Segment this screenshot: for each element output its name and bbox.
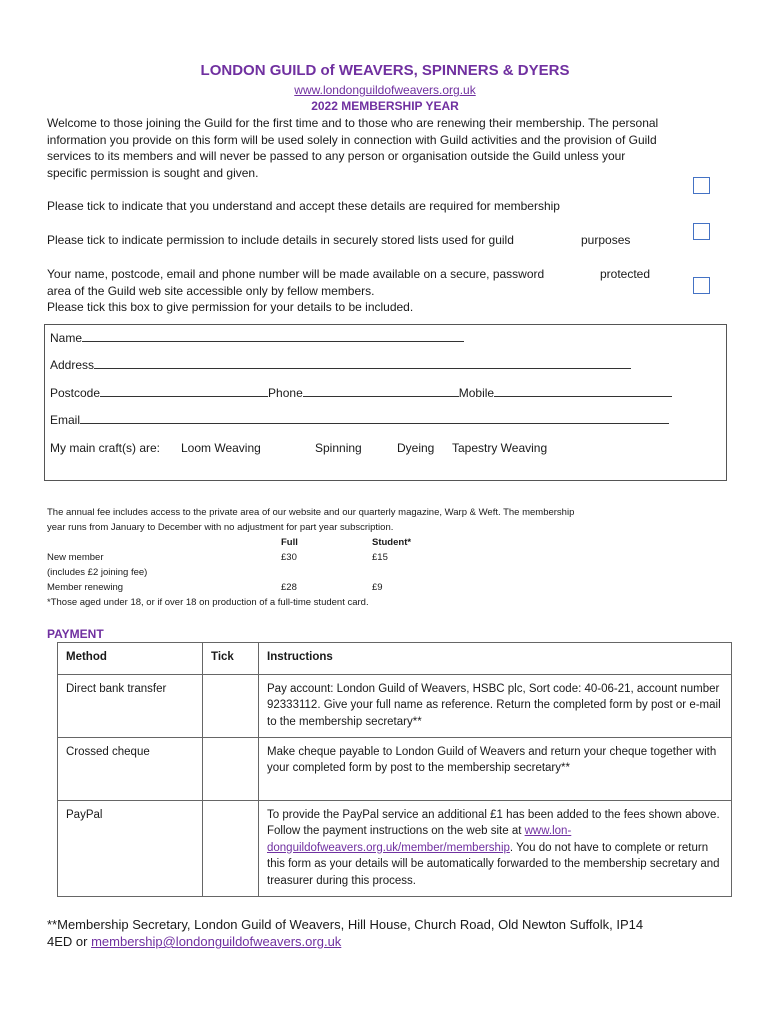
membership-year: 2022 MEMBERSHIP YEAR xyxy=(311,99,459,113)
method-paypal: PayPal xyxy=(58,800,203,896)
payment-table xyxy=(57,642,732,897)
instructions-bank: Pay account: London Guild of Weavers, HSBC plc, Sort code: 40-06-21, account number 92333112. Give your full name as reference. Return the completed form by post or e-mail to the membership secretary** xyxy=(259,674,732,737)
phone-label: Phone xyxy=(268,386,303,400)
postcode-field[interactable] xyxy=(100,386,268,397)
fee-footnote: *Those aged under 18, or if over 18 on production of a full-time student card. xyxy=(47,597,369,608)
header-method: Method xyxy=(58,643,203,675)
fee-new-full: £30 xyxy=(281,552,297,563)
fee-renew-student: £9 xyxy=(372,582,383,593)
membership-email-link[interactable]: membership@londonguildofweavers.org.uk xyxy=(91,934,342,949)
permission-text-end: purposes xyxy=(581,233,631,247)
share-details-text-end: protected xyxy=(600,267,651,281)
fee-col-full: Full xyxy=(281,537,298,548)
share-details-text: Your name, postcode, email and phone number will be made available on a secure, password area of the Guild web site accessible only by fellow members. Please tick this box to give permission for your details to be included. xyxy=(47,267,545,314)
craft-dyeing[interactable]: Dyeing xyxy=(397,441,435,455)
craft-spinning[interactable]: Spinning xyxy=(315,441,362,455)
table-row xyxy=(58,800,732,896)
share-details-checkbox[interactable] xyxy=(693,277,710,294)
craft-loom-weaving[interactable]: Loom Weaving xyxy=(181,441,261,455)
header-tick: Tick xyxy=(203,643,259,675)
name-field[interactable]: Name xyxy=(50,331,464,345)
table-row xyxy=(58,674,732,737)
mobile-field[interactable] xyxy=(494,386,672,397)
table-header-row xyxy=(58,643,732,675)
intro-paragraph: Welcome to those joining the Guild for the first time and to those who are renewing their membership. The personal information you provide on this form will be used solely in connection with Guild activities and the provision of Guild services to its members and will never be passed to any person or organisation outside the Guild unless your specific permission is sought and given. xyxy=(47,116,659,180)
permission-text: Please tick to indicate permission to include details in securely stored lists used for guild xyxy=(47,233,514,247)
address-field[interactable]: Address xyxy=(50,358,631,372)
fee-new-member: New member xyxy=(47,552,104,563)
craft-label: My main craft(s) are: xyxy=(50,441,161,455)
fee-renew-full: £28 xyxy=(281,582,297,593)
fee-renewing: Member renewing xyxy=(47,582,124,593)
table-row xyxy=(58,737,732,800)
method-cheque: Crossed cheque xyxy=(58,737,203,800)
member-details-box xyxy=(44,324,727,481)
paypal-membership-link[interactable]: www.londonguildofweavers.org.uk/member/membership xyxy=(267,825,572,854)
fee-new-student: £15 xyxy=(372,552,388,563)
secretary-address: **Membership Secretary, London Guild of Weavers, Hill House, Church Road, Old Newton Suffolk, IP14 4ED or membership@londonguildofweavers.org.uk xyxy=(47,917,644,949)
accept-text: Please tick to indicate that you understand and accept these details are required for membership xyxy=(47,199,560,213)
instructions-paypal: To provide the PayPal service an additional £1 has been added to the fees shown above. Follow the payment instructions on the web site at www.londonguildofweavers.org.uk/member/membership. You do not have to complete or return this form as your details will be automatically forwarded to the membership secretary and treasurer during this process. xyxy=(259,800,732,896)
fee-new-note: (includes £2 joining fee) xyxy=(47,567,148,578)
tick-bank-cell[interactable] xyxy=(203,674,259,737)
contact-fields xyxy=(50,386,672,400)
permission-checkbox[interactable] xyxy=(693,223,710,240)
craft-tapestry-weaving[interactable]: Tapestry Weaving xyxy=(452,441,548,455)
tick-paypal-cell[interactable] xyxy=(203,800,259,896)
phone-field[interactable] xyxy=(303,386,459,397)
payment-heading: PAYMENT xyxy=(47,627,104,641)
accept-checkbox[interactable] xyxy=(693,177,710,194)
header-instructions: Instructions xyxy=(259,643,732,675)
fee-col-student: Student* xyxy=(372,537,412,548)
postcode-label: Postcode xyxy=(50,386,101,400)
method-bank: Direct bank transfer xyxy=(58,674,203,737)
mobile-label: Mobile xyxy=(458,386,495,400)
fees-description: The annual fee includes access to the private area of our website and our quarterly magazine, Warp & Weft. The membership year runs from January to December with no adjustment for part year subscription. xyxy=(47,507,575,533)
page-title: LONDON GUILD of WEAVERS, SPINNERS & DYERS xyxy=(200,62,570,79)
email-field[interactable]: Email xyxy=(50,413,669,427)
website-link[interactable]: www.londonguildofweavers.org.uk xyxy=(294,83,476,97)
instructions-cheque: Make cheque payable to London Guild of Weavers and return your cheque together with your completed form by post to the membership secretary** xyxy=(259,737,732,800)
tick-cheque-cell[interactable] xyxy=(203,737,259,800)
